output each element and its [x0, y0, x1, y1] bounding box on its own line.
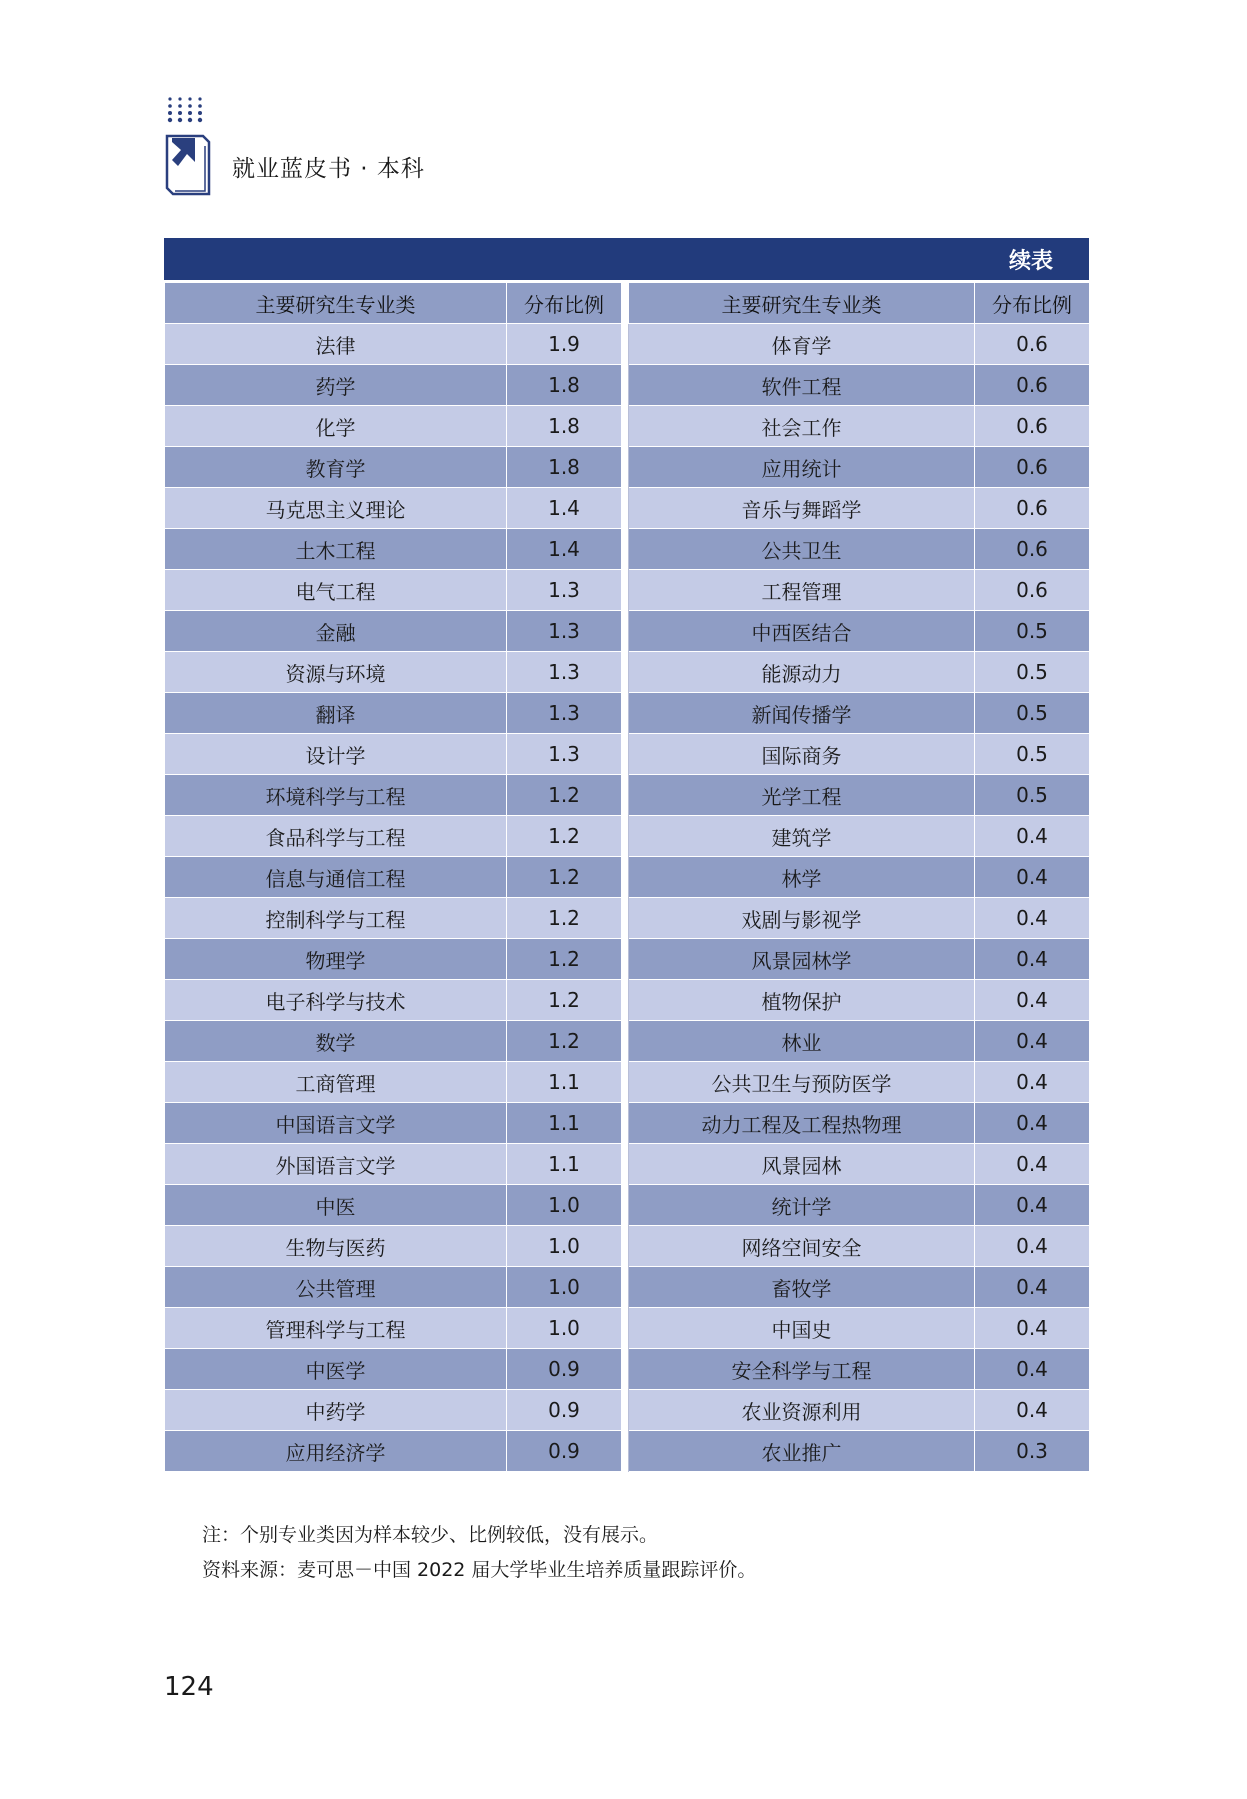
major-left-cell: 金融 — [165, 611, 507, 652]
ratio-left-cell: 1.1 — [507, 1144, 622, 1185]
major-right-cell: 中国史 — [629, 1308, 975, 1349]
ratio-right-cell: 0.6 — [975, 447, 1090, 488]
page-number: 124 — [164, 1672, 214, 1702]
column-separator — [622, 898, 629, 939]
ratio-right-cell: 0.4 — [975, 1144, 1090, 1185]
major-right-cell: 安全科学与工程 — [629, 1349, 975, 1390]
table-row — [165, 1103, 1090, 1144]
ratio-right-cell: 0.4 — [975, 1062, 1090, 1103]
ratio-left-cell: 1.2 — [507, 1021, 622, 1062]
table-row — [165, 980, 1090, 1021]
ratio-right-cell: 0.4 — [975, 816, 1090, 857]
data-source-note: 资料来源：麦可思－中国 2022 届大学毕业生培养质量跟踪评价。 — [202, 1559, 757, 1581]
column-header-ratio-right: 分布比例 — [975, 283, 1090, 324]
column-separator — [622, 857, 629, 898]
continued-label: 续表 — [1008, 248, 1053, 274]
table-row — [165, 447, 1090, 488]
major-right-cell: 体育学 — [629, 324, 975, 365]
major-right-cell: 植物保护 — [629, 980, 975, 1021]
table-row — [165, 1431, 1090, 1472]
table-row — [165, 1021, 1090, 1062]
ratio-left-cell: 1.3 — [507, 611, 622, 652]
ratio-right-cell: 0.4 — [975, 980, 1090, 1021]
major-left-cell: 翻译 — [165, 693, 507, 734]
major-right-cell: 光学工程 — [629, 775, 975, 816]
major-right-cell: 软件工程 — [629, 365, 975, 406]
major-left-cell: 管理科学与工程 — [165, 1308, 507, 1349]
major-left-cell: 药学 — [165, 365, 507, 406]
major-right-cell: 能源动力 — [629, 652, 975, 693]
ratio-left-cell: 1.8 — [507, 447, 622, 488]
ratio-left-cell: 1.3 — [507, 693, 622, 734]
major-left-cell: 生物与医药 — [165, 1226, 507, 1267]
ratio-left-cell: 0.9 — [507, 1349, 622, 1390]
ratio-left-cell: 1.4 — [507, 529, 622, 570]
major-left-cell: 设计学 — [165, 734, 507, 775]
column-separator — [622, 447, 629, 488]
major-left-cell: 应用经济学 — [165, 1431, 507, 1472]
column-separator — [622, 1103, 629, 1144]
ratio-left-cell: 1.4 — [507, 488, 622, 529]
table-row — [165, 1144, 1090, 1185]
table-row — [165, 1226, 1090, 1267]
ratio-right-cell: 0.4 — [975, 939, 1090, 980]
column-separator — [622, 816, 629, 857]
column-separator — [622, 1390, 629, 1431]
ratio-right-cell: 0.5 — [975, 652, 1090, 693]
major-right-cell: 建筑学 — [629, 816, 975, 857]
column-separator — [622, 529, 629, 570]
major-right-cell: 林学 — [629, 857, 975, 898]
major-right-cell: 风景园林 — [629, 1144, 975, 1185]
ratio-left-cell: 1.2 — [507, 939, 622, 980]
column-separator — [622, 652, 629, 693]
major-right-cell: 农业推广 — [629, 1431, 975, 1472]
ratio-left-cell: 1.8 — [507, 365, 622, 406]
column-separator — [622, 939, 629, 980]
major-right-cell: 中西医结合 — [629, 611, 975, 652]
major-right-cell: 农业资源利用 — [629, 1390, 975, 1431]
ratio-left-cell: 1.8 — [507, 406, 622, 447]
column-separator — [622, 1144, 629, 1185]
ratio-right-cell: 0.6 — [975, 324, 1090, 365]
ratio-right-cell: 0.5 — [975, 611, 1090, 652]
major-left-cell: 外国语言文学 — [165, 1144, 507, 1185]
table-row — [165, 652, 1090, 693]
major-left-cell: 信息与通信工程 — [165, 857, 507, 898]
table-row — [165, 611, 1090, 652]
table-header-row — [165, 283, 1090, 324]
major-right-cell: 新闻传播学 — [629, 693, 975, 734]
ratio-right-cell: 0.5 — [975, 775, 1090, 816]
major-left-cell: 中医 — [165, 1185, 507, 1226]
major-right-cell: 工程管理 — [629, 570, 975, 611]
column-separator — [622, 1185, 629, 1226]
ratio-right-cell: 0.4 — [975, 1226, 1090, 1267]
ratio-right-cell: 0.5 — [975, 734, 1090, 775]
column-separator — [622, 1308, 629, 1349]
major-left-cell: 中国语言文学 — [165, 1103, 507, 1144]
major-left-cell: 土木工程 — [165, 529, 507, 570]
column-separator — [622, 283, 629, 324]
major-right-cell: 国际商务 — [629, 734, 975, 775]
major-left-cell: 中医学 — [165, 1349, 507, 1390]
ratio-left-cell: 1.1 — [507, 1062, 622, 1103]
column-header-major-left: 主要研究生专业类 — [165, 283, 507, 324]
ratio-right-cell: 0.5 — [975, 693, 1090, 734]
ratio-left-cell: 1.9 — [507, 324, 622, 365]
table-row — [165, 693, 1090, 734]
major-right-cell: 畜牧学 — [629, 1267, 975, 1308]
ratio-left-cell: 1.1 — [507, 1103, 622, 1144]
running-header-title: 就业蓝皮书 · 本科 — [232, 156, 425, 182]
ratio-left-cell: 1.0 — [507, 1185, 622, 1226]
ratio-right-cell: 0.6 — [975, 529, 1090, 570]
ratio-right-cell: 0.4 — [975, 857, 1090, 898]
table-row — [165, 898, 1090, 939]
column-separator — [622, 1226, 629, 1267]
table-row — [165, 1390, 1090, 1431]
ratio-left-cell: 1.2 — [507, 816, 622, 857]
ratio-left-cell: 1.3 — [507, 652, 622, 693]
major-left-cell: 教育学 — [165, 447, 507, 488]
column-separator — [622, 1062, 629, 1103]
column-separator — [622, 1267, 629, 1308]
column-separator — [622, 365, 629, 406]
table-row — [165, 529, 1090, 570]
ratio-left-cell: 1.0 — [507, 1308, 622, 1349]
column-separator — [622, 570, 629, 611]
major-right-cell: 风景园林学 — [629, 939, 975, 980]
major-left-cell: 电气工程 — [165, 570, 507, 611]
column-separator — [622, 1021, 629, 1062]
column-separator — [622, 980, 629, 1021]
ratio-left-cell: 0.9 — [507, 1390, 622, 1431]
table-row — [165, 406, 1090, 447]
major-left-cell: 化学 — [165, 406, 507, 447]
major-right-cell: 公共卫生与预防医学 — [629, 1062, 975, 1103]
table-row — [165, 1267, 1090, 1308]
table-row — [165, 1185, 1090, 1226]
ratio-left-cell: 1.2 — [507, 775, 622, 816]
table-row — [165, 570, 1090, 611]
major-right-cell: 社会工作 — [629, 406, 975, 447]
table-row — [165, 857, 1090, 898]
table-row — [165, 1349, 1090, 1390]
major-right-cell: 网络空间安全 — [629, 1226, 975, 1267]
column-separator — [622, 734, 629, 775]
major-right-cell: 应用统计 — [629, 447, 975, 488]
column-header-major-right: 主要研究生专业类 — [629, 283, 975, 324]
table-row — [165, 1308, 1090, 1349]
ratio-right-cell: 0.4 — [975, 1185, 1090, 1226]
ratio-right-cell: 0.4 — [975, 1267, 1090, 1308]
ratio-right-cell: 0.6 — [975, 365, 1090, 406]
major-left-cell: 法律 — [165, 324, 507, 365]
ratio-right-cell: 0.4 — [975, 1103, 1090, 1144]
major-distribution-table — [164, 238, 1089, 1472]
table-row — [165, 816, 1090, 857]
column-separator — [622, 1431, 629, 1472]
ratio-right-cell: 0.6 — [975, 406, 1090, 447]
major-right-cell: 音乐与舞蹈学 — [629, 488, 975, 529]
major-left-cell: 中药学 — [165, 1390, 507, 1431]
ratio-right-cell: 0.4 — [975, 1349, 1090, 1390]
column-separator — [622, 406, 629, 447]
ratio-left-cell: 1.2 — [507, 857, 622, 898]
ratio-left-cell: 0.9 — [507, 1431, 622, 1472]
ratio-left-cell: 1.2 — [507, 898, 622, 939]
major-left-cell: 电子科学与技术 — [165, 980, 507, 1021]
table-top-bar — [164, 238, 1089, 280]
major-left-cell: 马克思主义理论 — [165, 488, 507, 529]
ratio-right-cell: 0.3 — [975, 1431, 1090, 1472]
column-separator — [622, 1349, 629, 1390]
table-row — [165, 488, 1090, 529]
table-row — [165, 365, 1090, 406]
major-left-cell: 资源与环境 — [165, 652, 507, 693]
ratio-right-cell: 0.4 — [975, 1021, 1090, 1062]
ratio-right-cell: 0.4 — [975, 898, 1090, 939]
ratio-left-cell: 1.3 — [507, 570, 622, 611]
major-left-cell: 控制科学与工程 — [165, 898, 507, 939]
ratio-right-cell: 0.4 — [975, 1390, 1090, 1431]
major-left-cell: 数学 — [165, 1021, 507, 1062]
column-separator — [622, 775, 629, 816]
major-left-cell: 工商管理 — [165, 1062, 507, 1103]
major-right-cell: 统计学 — [629, 1185, 975, 1226]
major-right-cell: 动力工程及工程热物理 — [629, 1103, 975, 1144]
column-separator — [622, 611, 629, 652]
major-right-cell: 戏剧与影视学 — [629, 898, 975, 939]
ratio-left-cell: 1.3 — [507, 734, 622, 775]
table-row — [165, 324, 1090, 365]
column-separator — [622, 693, 629, 734]
major-left-cell: 物理学 — [165, 939, 507, 980]
table-row — [165, 775, 1090, 816]
ratio-left-cell: 1.2 — [507, 980, 622, 1021]
major-right-cell: 林业 — [629, 1021, 975, 1062]
column-header-ratio-left: 分布比例 — [507, 283, 622, 324]
major-left-cell: 环境科学与工程 — [165, 775, 507, 816]
column-separator — [622, 324, 629, 365]
ratio-left-cell: 1.0 — [507, 1267, 622, 1308]
ratio-right-cell: 0.6 — [975, 570, 1090, 611]
table-row — [165, 1062, 1090, 1103]
table-row — [165, 734, 1090, 775]
ratio-right-cell: 0.4 — [975, 1308, 1090, 1349]
major-right-cell: 公共卫生 — [629, 529, 975, 570]
ratio-left-cell: 1.0 — [507, 1226, 622, 1267]
table-note: 注：个别专业类因为样本较少、比例较低，没有展示。 — [202, 1524, 659, 1546]
table-row — [165, 939, 1090, 980]
ratio-right-cell: 0.6 — [975, 488, 1090, 529]
book-logo-icon — [165, 96, 211, 198]
major-left-cell: 食品科学与工程 — [165, 816, 507, 857]
major-left-cell: 公共管理 — [165, 1267, 507, 1308]
column-separator — [622, 488, 629, 529]
